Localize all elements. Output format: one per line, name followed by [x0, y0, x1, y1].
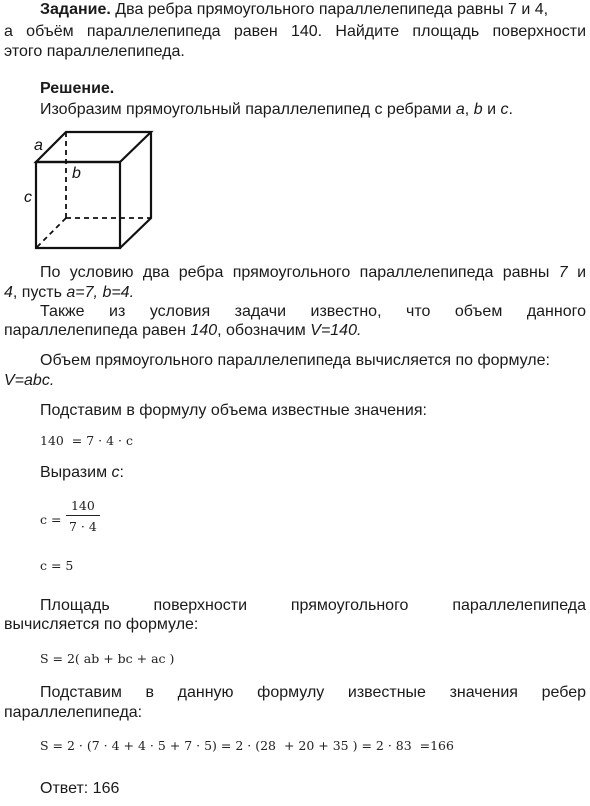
figure-label-a: a: [34, 137, 43, 154]
answer: Ответ: 166: [40, 780, 120, 797]
formula-c-fraction: [66, 498, 100, 534]
task-label: Задание.: [40, 1, 111, 18]
edge-a-label: a: [455, 101, 465, 118]
para3-line-1: Объем прямоугольного параллелепипеда вычисляется по формуле:: [40, 352, 550, 369]
para6-line-2: вычисляется по формуле:: [4, 616, 199, 633]
formula-c-fraction-lhs: c =: [40, 512, 62, 527]
formula-surface-area: S = 2( ab + bc + ac ): [40, 651, 175, 666]
figure-label-b: b: [72, 165, 81, 182]
edge-b-label: b: [473, 101, 483, 118]
para1-line-2: 4, пусть a=7, b=4.: [4, 284, 135, 301]
formula-volume-substituted: 140 = 7 · 4 · c: [40, 433, 133, 448]
task-line-2: а объём параллелепипеда равен 140. Найдите площадь поверхности: [4, 23, 586, 40]
para7-line-2: параллелепипеда:: [4, 704, 143, 721]
hidden-edge-diagonal: [36, 218, 66, 248]
para7-line-1: Подставим в данную формулу известные значения ребер: [40, 684, 586, 701]
solution-intro: Изобразим прямоугольный параллелепипед с ребрами a, b и c.: [40, 101, 513, 118]
para2-line-1: Также из условия задачи известно, что объем данного: [40, 303, 586, 320]
para6-line-1: Площадь поверхности прямоугольного параллелепипеда: [40, 597, 586, 614]
formula-c-result: c = 5: [40, 558, 74, 573]
top-face: [36, 132, 151, 162]
fraction-denominator: 7 · 4: [69, 519, 97, 534]
para1-line-1: По условию два ребра прямоугольного параллелепипеда равны 7 и: [40, 264, 586, 281]
solution-label: Решение.: [40, 80, 115, 97]
task-line-1: [40, 0, 586, 20]
parallelepiped-figure: [20, 124, 160, 254]
para3-line-2: V=abc.: [4, 372, 55, 389]
task-line-3: этого параллелепипеда.: [4, 43, 185, 60]
right-face-edges: [120, 132, 151, 248]
para2-line-2: параллелепипеда равен 140, обозначим V=140.: [4, 322, 362, 339]
para4-line-1: Подставим в формулу объема известные значения:: [40, 402, 427, 419]
fraction-bar: [66, 515, 100, 516]
para5-line: Выразим c:: [40, 464, 124, 481]
task-text-1: Два ребра прямоугольного параллелепипеда равны 7 и 4,: [115, 1, 549, 18]
figure-label-c: c: [24, 189, 32, 206]
edge-c-label: c: [500, 101, 509, 118]
formula-surface-computed: S = 2 · (7 · 4 + 4 · 5 + 7 · 5) = 2 · (28 + 20 + 35 ) = 2 · 83 =166: [40, 738, 454, 753]
fraction-numerator: 140: [70, 498, 95, 513]
